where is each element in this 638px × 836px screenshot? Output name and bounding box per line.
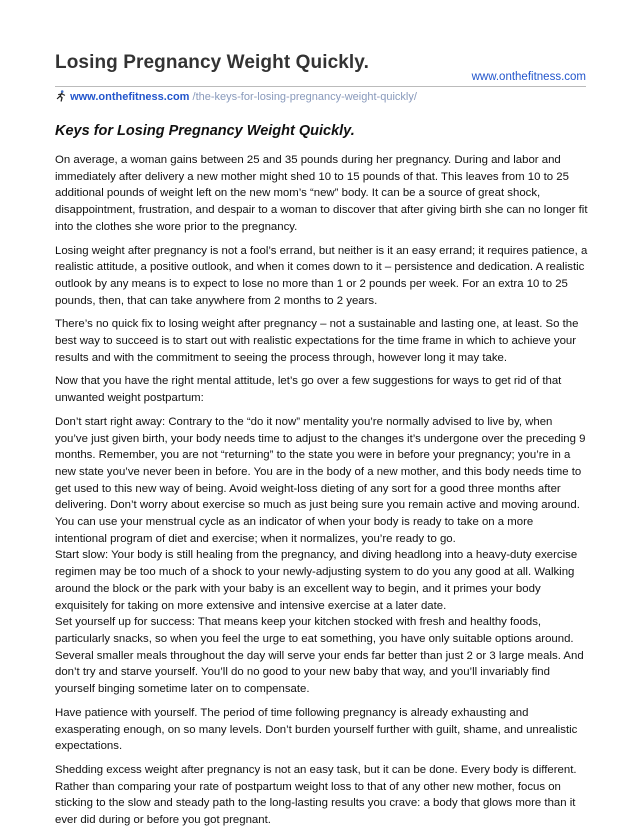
paragraph: Start slow: Your body is still healing from the pregnancy, and diving headlong into a heavy-duty exercise regimen may be too much of a shock to your newly-adjusting system to do you any good at all. Walking around the block or the park with your baby is an excellent way to begin, and it primes your body exquisitely for taking on more extensive and intensive exercise at a later date. bbox=[55, 549, 578, 612]
article-subtitle: Keys for Losing Pregnancy Weight Quickly. bbox=[55, 123, 355, 139]
paragraph: Now that you have the right mental attitude, let’s go over a few suggestions for ways to get rid of that unwanted weight postpartum: bbox=[55, 375, 562, 405]
paragraph: There’s no quick fix to losing weight after pregnancy – not a sustainable and lasting one, at least. So the best way to succeed is to start out with realistic expectations for the time frame in which to achieve your results and with the commitment to seeing the process through, however long it may take. bbox=[55, 318, 579, 364]
header-site-link[interactable]: www.onthefitness.com bbox=[471, 71, 586, 83]
source-url[interactable] bbox=[55, 90, 417, 103]
runner-icon bbox=[55, 90, 67, 102]
source-path: /the-keys-for-losing-pregnancy-weight-quickly/ bbox=[192, 91, 417, 103]
paragraph: Set yourself up for success: That means keep your kitchen stocked with fresh and healthy foods, particularly snacks, so when you feel the urge to eat something, you have only suitable options around. Several smaller meals throughout the day will serve your ends far better than just 2 or 3 large meals. And don’t try and starve yourself. You’ll do no good to your new baby that way, and you’ll invariably find yourself binging sometime later on to compensate. bbox=[55, 616, 584, 696]
paragraph: Have patience with yourself. The period of time following pregnancy is already exhausting and exasperating enough, on so many levels. Don’t burden yourself further with guilt, shame, and unrealistic expectations. bbox=[55, 706, 578, 753]
source-domain: www.onthefitness.com bbox=[70, 91, 190, 103]
paragraph: Losing weight after pregnancy is not a fool’s errand, but neither is it an easy errand; it requires patience, a realistic attitude, a positive outlook, and when it comes down to it – persistence and dedication. A realistic outlook by any means is to expect to lose no more than 1 or 2 pounds per week. For an extra 10 to 25 pounds, then, that can take anywhere from 2 months to 2 years. bbox=[55, 244, 588, 307]
article-body bbox=[55, 123, 588, 836]
document-title: Losing Pregnancy Weight Quickly. bbox=[55, 52, 369, 73]
paragraph: On average, a woman gains between 25 and 35 pounds during her pregnancy. During and labor and immediately after delivery a new mother might shed 10 to 15 pounds of that. This leaves from 10 to 25 additional pounds of weight left on the new mom’s “new” body. It can be a source of great shock, disappointment, frustration, and despair to a woman to discover that after giving birth she can no longer fit into the clothes she wore prior to the pregnancy. bbox=[55, 154, 588, 233]
paragraph: Shedding excess weight after pregnancy is not an easy task, but it can be done. Every body is different. Rather than comparing your rate of postpartum weight loss to that of any other new mother, focus on sticking to the slow and steady path to the long-lasting results you crave: a body that glows more than it ever did during or before you got pregnant. bbox=[55, 763, 577, 827]
header-divider bbox=[55, 86, 586, 87]
paragraph: Don’t start right away: Contrary to the “do it now” mentality you’re normally advised to live by, when you’ve just given birth, your body needs time to adjust to the changes it’s undergone over the preceding 9 months. Remember, you are not “returning” to the state you were in before your pregnancy; you’re in a new state you’ve never been in before. You are in the body of a new mother, and this body needs time to get used to this new way of being. Avoid weight-loss dieting of any sort for a good three months after delivering. Don’t worry about exercise so much as just being sure you remain active and moving around. You can use your menstrual cycle as an indicator of when your body is ready to take on a more intentional program of diet and exercise; when it normalizes, you’re ready to go. bbox=[55, 415, 586, 545]
